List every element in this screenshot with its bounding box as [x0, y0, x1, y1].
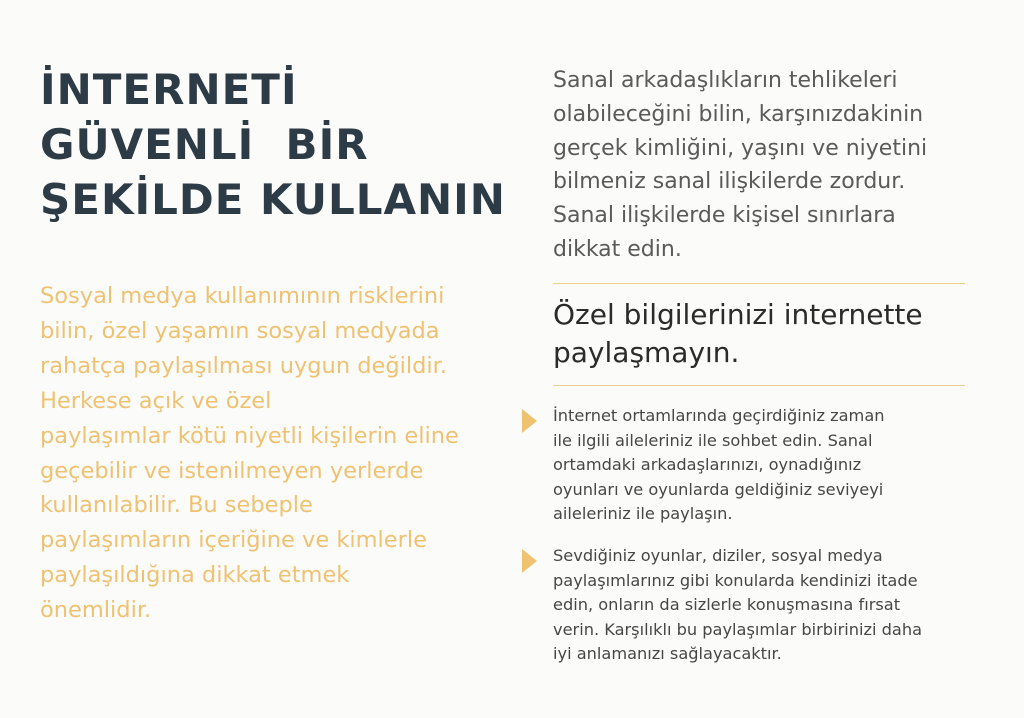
title-line: GÜVENLİ BİR — [40, 120, 369, 169]
intro-line: Sosyal medya kullanımının risklerini — [40, 283, 445, 309]
title-line: İNTERNETİ — [40, 65, 298, 114]
intro-paragraph — [40, 279, 510, 628]
tip-item — [522, 544, 992, 667]
tip-line: aileleriniz ile paylaşın. — [553, 504, 733, 524]
warning-line: bilmeniz sanal ilişkilerde zordur. — [553, 169, 906, 195]
tip-line: oyunları ve oyunlarda geldiğiniz seviyeyi — [553, 479, 884, 499]
page-title — [40, 62, 510, 227]
title-line: ŞEKİLDE KULLANIN — [40, 175, 506, 224]
divider — [553, 283, 965, 284]
left-column — [40, 62, 510, 628]
tip-line: iyi anlamanızı sağlayacaktır. — [553, 644, 782, 664]
warning-line: dikkat edin. — [553, 236, 682, 262]
triangle-bullet-icon — [522, 409, 537, 433]
intro-line: bilin, özel yaşamın sosyal medyada — [40, 317, 440, 344]
intro-line: rahatça paylaşılması uygun değildir. — [40, 352, 448, 379]
warning-paragraph — [553, 64, 973, 267]
warning-line: gerçek kimliğini, yaşını ve niyetini — [553, 135, 928, 161]
tip-line: ile ilgili aileleriniz ile sohbet edin. Sanal — [553, 430, 873, 450]
warning-line: olabileceğini bilin, karşınızdakinin — [553, 101, 924, 127]
warning-line: Sanal arkadaşlıkların tehlikeleri — [553, 68, 898, 93]
tip-line: Sevdiğiniz oyunlar, diziler, sosyal medya — [553, 545, 883, 565]
intro-line: geçebilir ve istenilmeyen yerlerde — [40, 457, 424, 484]
tip-line: edin, onların da sizlerle konuşmasına fırsat — [553, 595, 901, 615]
tip-line: ortamdaki arkadaşlarınızı, oynadığınız — [553, 455, 862, 475]
tip-line: verin. Karşılıklı bu paylaşımlar birbirinizi daha — [553, 619, 923, 639]
warning-line: Sanal ilişkilerde kişisel sınırlara — [553, 203, 896, 229]
divider — [553, 385, 965, 386]
tips-list — [522, 404, 992, 684]
intro-line: önemlidir. — [40, 597, 152, 624]
tip-line: İnternet ortamlarında geçirdiğiniz zaman — [553, 406, 885, 425]
intro-line: paylaşımlar kötü niyetli kişilerin eline — [40, 422, 459, 449]
tip-item — [522, 404, 992, 527]
intro-line: paylaşıldığına dikkat etmek — [40, 562, 350, 589]
right-column — [553, 64, 973, 386]
triangle-bullet-icon — [522, 549, 537, 573]
intro-line: Herkese açık ve özel — [40, 387, 272, 414]
intro-line: paylaşımların içeriğine ve kimlerle — [40, 527, 427, 554]
intro-line: kullanılabilir. Bu sebeple — [40, 492, 313, 519]
heading-line: paylaşmayın. — [553, 335, 740, 369]
tip-line: paylaşımlarınız gibi konularda kendinizi itade — [553, 570, 918, 590]
heading-line: Özel bilgilerinizi internette — [553, 297, 923, 331]
section-heading — [553, 296, 973, 372]
